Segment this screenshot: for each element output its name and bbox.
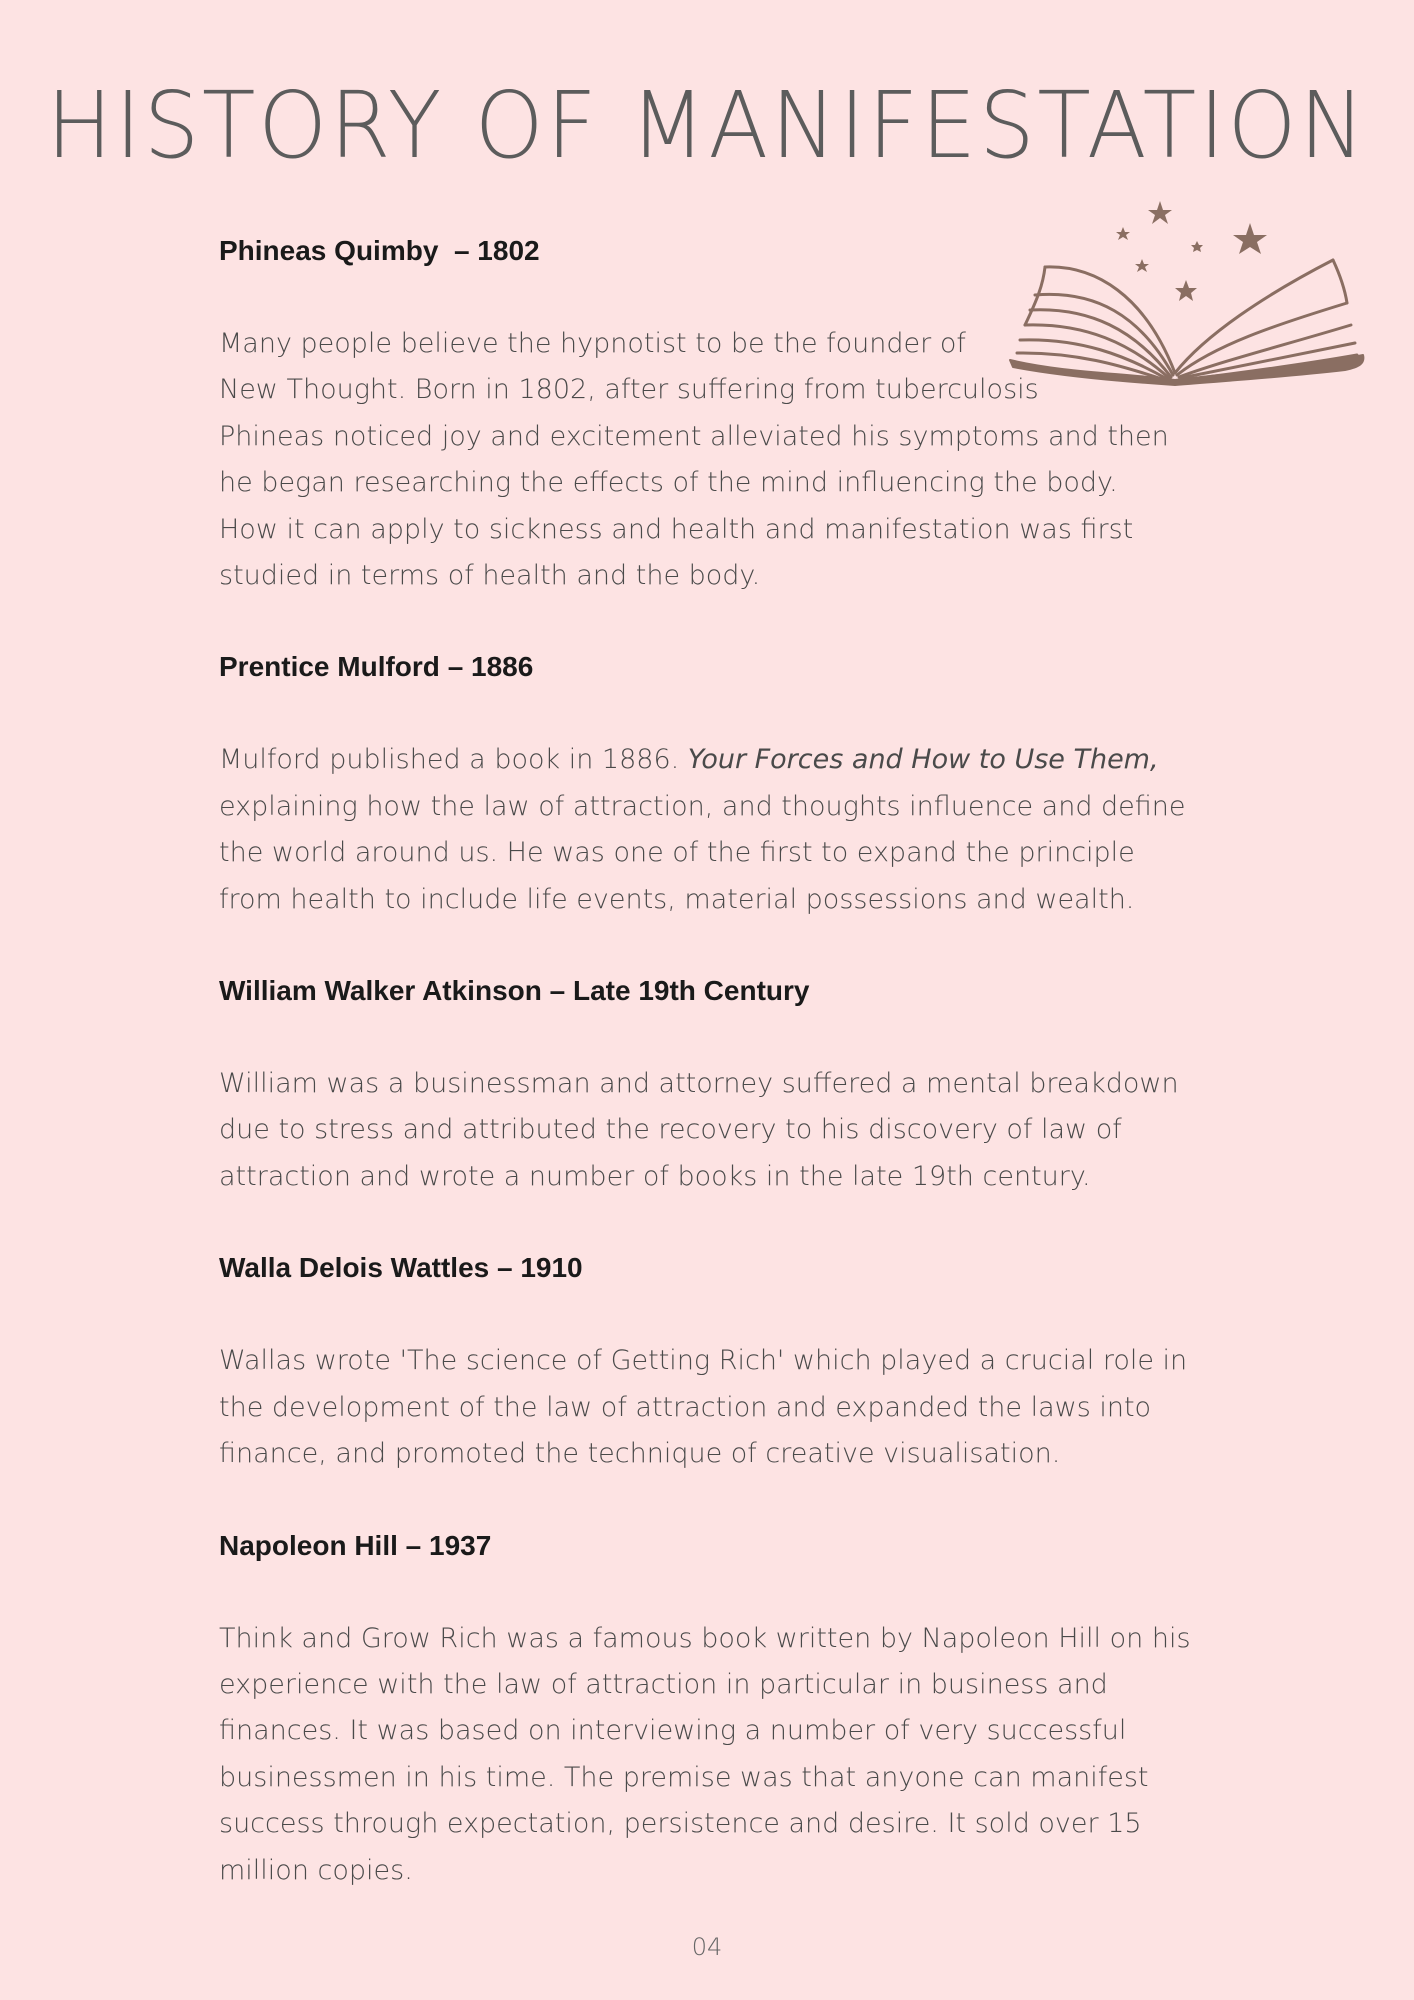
section-heading: Walla Delois Wattles – 1910: [219, 1252, 583, 1284]
text-line: explaining how the law of attraction, and thoughts influence and define: [219, 790, 1186, 822]
text-line: finance, and promoted the technique of creative visualisation.: [219, 1438, 1061, 1470]
text-line: the development of the law of attraction and expanded the laws into: [219, 1391, 1152, 1423]
text-line: experience with the law of attraction in particular in business and: [219, 1668, 1108, 1700]
section-heading: Napoleon Hill – 1937: [219, 1529, 492, 1561]
section-body: [219, 737, 1219, 923]
section-heading: Prentice Mulford – 1886: [219, 651, 534, 683]
section-hill: [219, 1523, 1219, 1894]
book-title: Your Forces and How to Use Them,: [687, 744, 1159, 776]
section-body: [219, 1616, 1219, 1894]
text-line: the world around us. He was one of the first to expand the principle: [219, 837, 1135, 869]
text-line: Think and Grow Rich was a famous book written by Napoleon Hill on his: [219, 1622, 1191, 1654]
text-segment: Mulford published a book in 1886.: [219, 744, 688, 776]
page-number: 04: [691, 1933, 723, 1961]
text-line: Wallas wrote 'The science of Getting Rich' which played a crucial role in: [219, 1345, 1188, 1377]
section-heading: Phineas Quimby – 1802: [219, 235, 540, 266]
text-line: million copies.: [219, 1854, 413, 1886]
text-line: New Thought. Born in 1802, after suffering from tuberculosis: [219, 374, 1039, 406]
text-line: attraction and wrote a number of books in the late 19th century.: [219, 1160, 1091, 1192]
text-line: Phineas noticed joy and excitement alleviated his symptoms and then: [219, 420, 1169, 452]
page-title: HISTORY OF MANIFESTATION: [46, 72, 1368, 179]
text-line: from health to include life events, material possessions and wealth.: [219, 883, 1135, 915]
section-quimby: [219, 228, 1219, 599]
section-body: [219, 1061, 1219, 1200]
section-atkinson: [219, 968, 1219, 1200]
text-line: success through expectation, persistence and desire. It sold over 15: [219, 1808, 1142, 1840]
text-line: businessmen in his time. The premise was that anyone can manifest: [219, 1761, 1149, 1793]
document-body: [219, 228, 1219, 1939]
text-line: William was a businessman and attorney suffered a mental breakdown: [219, 1068, 1179, 1100]
text-line: Many people believe the hypnotist to be the founder of: [219, 328, 966, 359]
section-body: [219, 321, 1219, 599]
text-line: due to stress and attributed the recovery to his discovery of law of: [219, 1114, 1122, 1146]
section-heading: William Walker Atkinson – Late 19th Century: [219, 975, 810, 1007]
section-mulford: [219, 644, 1219, 923]
section-wattles: [219, 1245, 1219, 1477]
text-line: How it can apply to sickness and health and manifestation was first: [219, 513, 1134, 545]
text-line: he began researching the effects of the mind influencing the body.: [219, 467, 1118, 499]
section-body: [219, 1338, 1219, 1477]
text-line: finances. It was based on interviewing a number of very successful: [219, 1715, 1127, 1747]
text-line: studied in terms of health and the body.: [219, 560, 761, 592]
text-line: [219, 737, 1219, 783]
